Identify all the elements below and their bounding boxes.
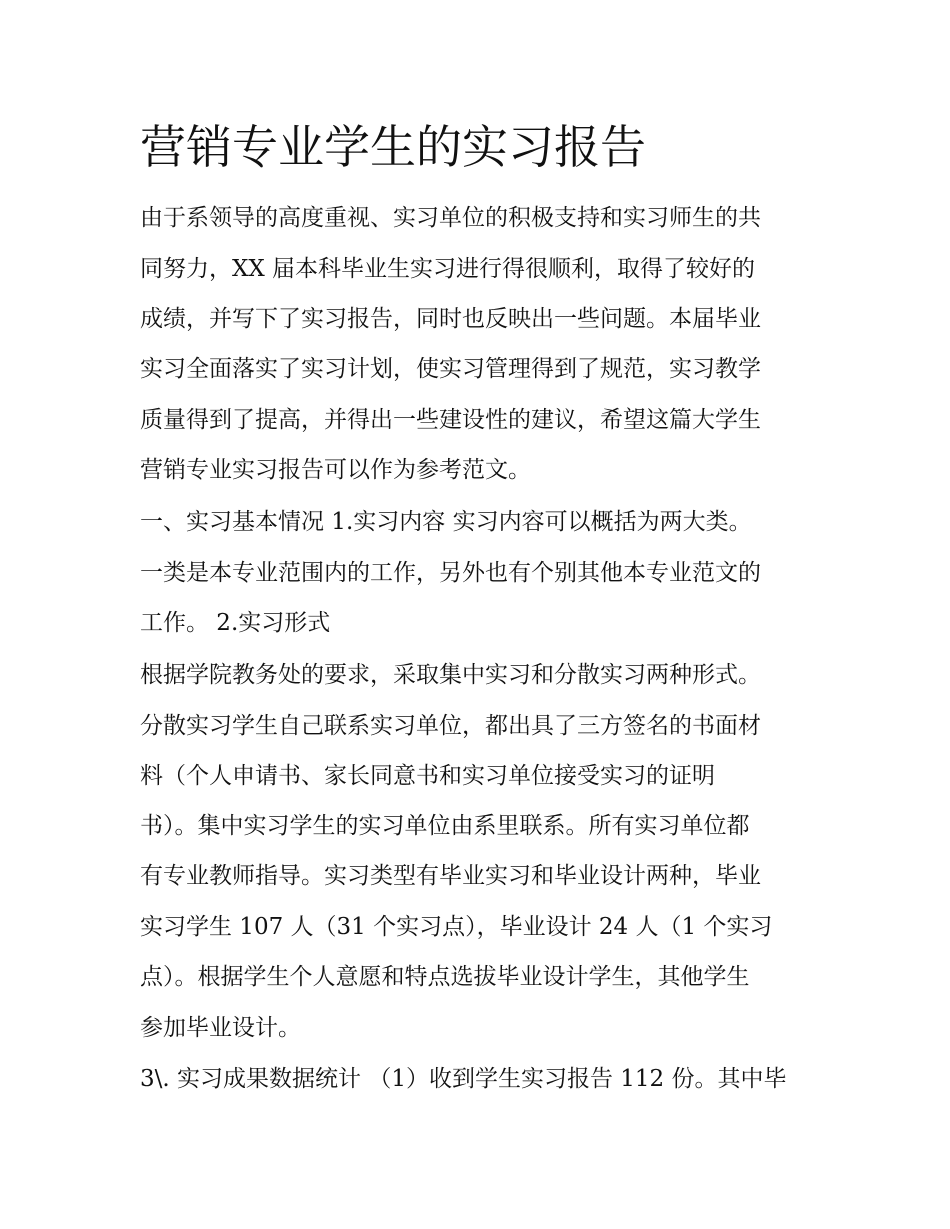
paragraph-line: 一、实习基本情况 1.实习内容 实习内容可以概括为两大类。 xyxy=(140,509,752,535)
paragraph-line: 实习学生 107 人（31 个实习点），毕业设计 24 人（1 个实习 xyxy=(140,914,773,940)
paragraph-line: 书）。集中实习学生的实习单位由系里联系。所有实习单位都 xyxy=(140,813,750,839)
paragraph-line: 一类是本专业范围内的工作，另外也有个别其他本专业范文的 xyxy=(140,560,761,586)
paragraph-line: 成绩，并写下了实习报告，同时也反映出一些问题。本届毕业 xyxy=(140,306,761,332)
paragraph-line: 点）。根据学生个人意愿和特点选拔毕业设计学生，其他学生 xyxy=(140,964,750,990)
paragraph-line: 有专业教师指导。实习类型有毕业实习和毕业设计两种，毕业 xyxy=(140,863,761,889)
document-title: 营销专业学生的实习报告 xyxy=(140,120,646,174)
paragraph-line: 根据学院教务处的要求，采取集中实习和分散实习两种形式。 xyxy=(140,662,761,688)
paragraph-line: 由于系领导的高度重视、实习单位的积极支持和实习师生的共 xyxy=(140,205,761,231)
paragraph-line: 参加毕业设计。 xyxy=(140,1015,301,1041)
paragraph-line: 分散实习学生自己联系实习单位，都出具了三方签名的书面材 xyxy=(140,713,761,739)
paragraph-line: 3\. 实习成果数据统计 （1）收到学生实习报告 112 份。其中毕 xyxy=(140,1066,787,1092)
paragraph-line: 料（个人申请书、家长同意书和实习单位接受实习的证明 xyxy=(140,763,715,789)
paragraph-line: 工作。 2.实习形式 xyxy=(140,610,331,636)
paragraph-line: 质量得到了提高，并得出一些建设性的建议，希望这篇大学生 xyxy=(140,407,761,433)
paragraph-line: 同努力，XX 届本科毕业生实习进行得很顺利，取得了较好的 xyxy=(140,256,756,282)
paragraph-line: 实习全面落实了实习计划，使实习管理得到了规范，实习教学 xyxy=(140,356,761,382)
paragraph-line: 营销专业实习报告可以作为参考范文。 xyxy=(140,457,531,483)
